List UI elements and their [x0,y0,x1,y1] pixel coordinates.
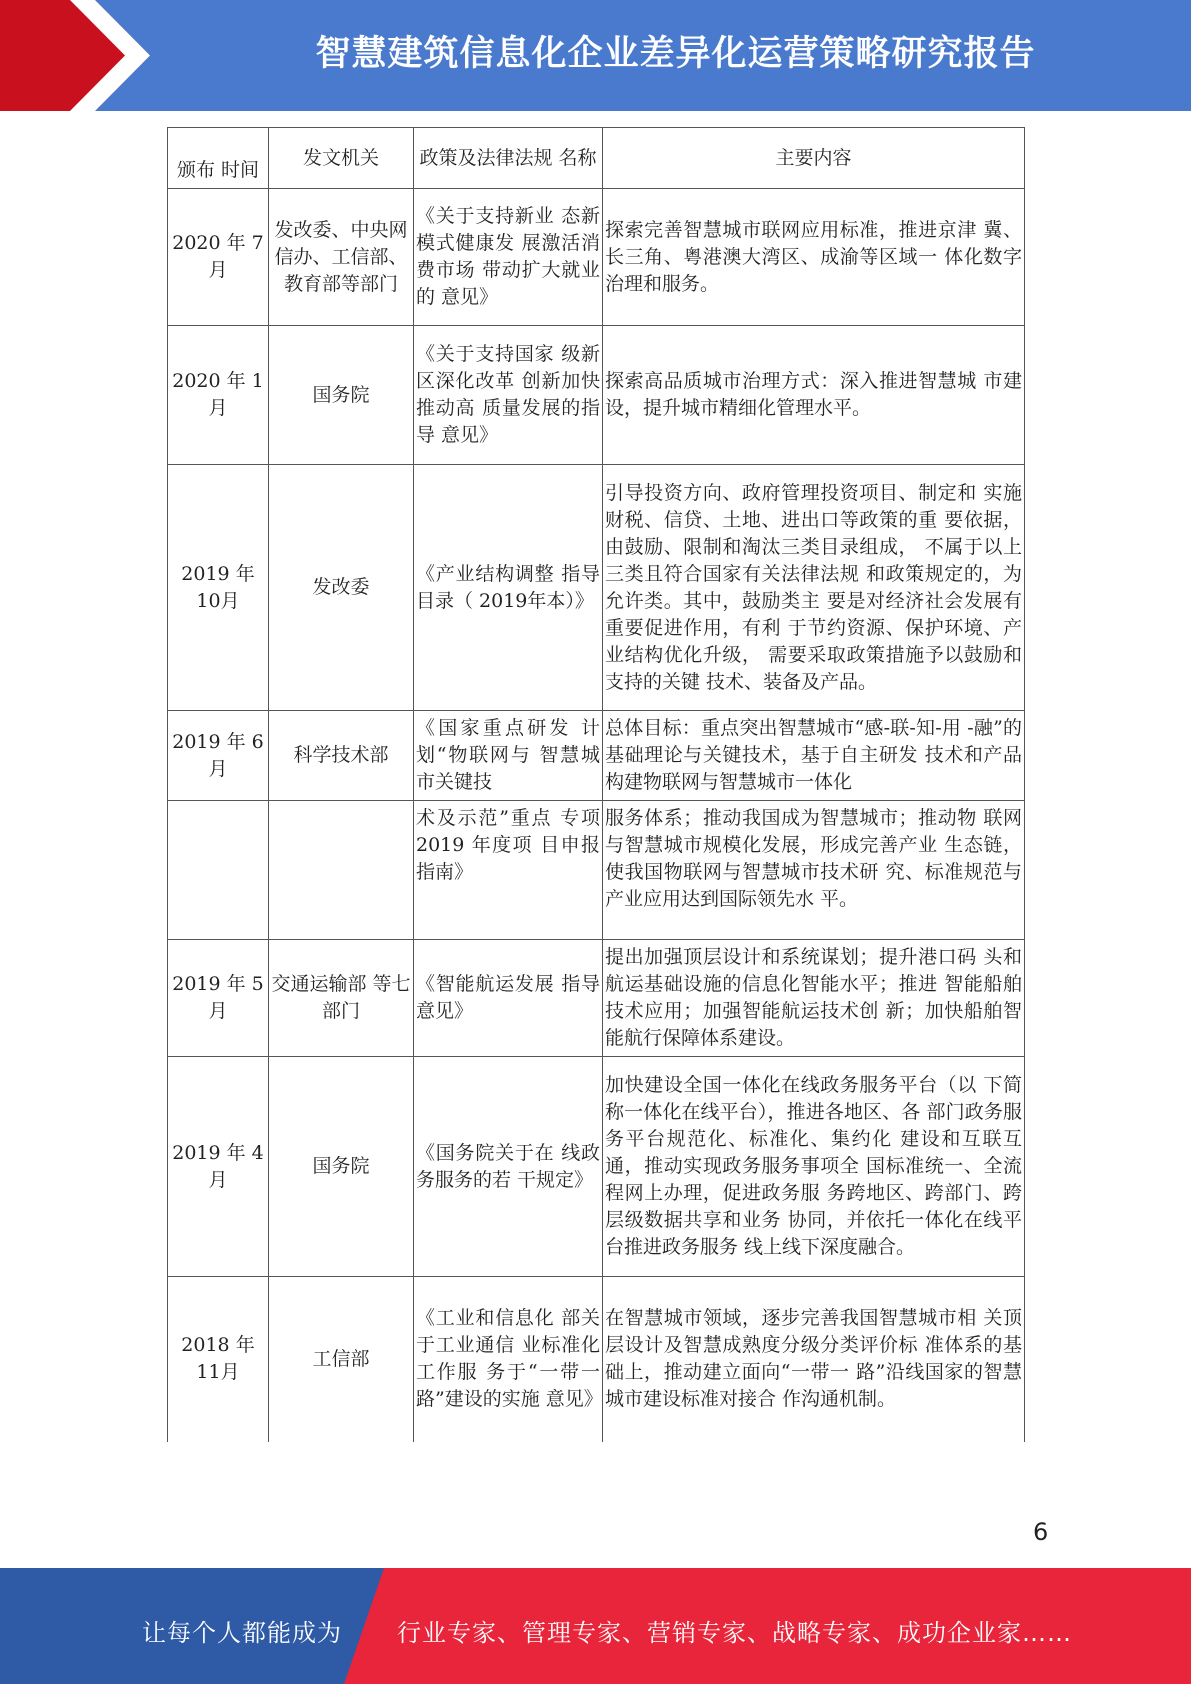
cell-time: 2019 年 4月 [168,1057,269,1277]
cell-content: 探索完善智慧城市联网应用标准，推进京津 冀、长三角、粤港澳大湾区、成渝等区域一 体化数字治理和服务。 [603,189,1025,326]
cell-content: 提出加强顶层设计和系统谋划；提升港口码 头和航运基础设施的信息化智能水平；推进 智能船舶技术应用；加强智能航运技术创 新；加快船舶智能航行保障体系建设。 [603,940,1025,1057]
footer-slogan-left: 让每个人都能成为 [142,1619,342,1647]
cell-content: 在智慧城市领域，逐步完善我国智慧城市相 关顶层设计及智慧成熟度分级分类评价标 准体系的基础上，推动建立面向“一带一 路”沿线国家的智慧城市建设标准对接合 作沟通机制。 [603,1277,1025,1442]
cell-agency [269,801,414,940]
cell-policy-name: 《产业结构调整 指导目录（ 2019年本）》 [414,465,603,711]
cell-time: 2020 年 7月 [168,189,269,326]
header-policy-name: 政策及法律法规 名称 [414,128,603,189]
cell-policy-name: 《关于支持国家 级新区深化改革 创新加快推动高 质量发展的指导 意见》 [414,326,603,465]
cell-time: 2019 年 10月 [168,465,269,711]
cell-time: 2020 年 1月 [168,326,269,465]
cell-content: 总体目标：重点突出智慧城市“感-联-知-用 -融”的基础理论与关键技术，基于自主研发 技术和产品构建物联网与智慧城市一体化 [603,711,1025,801]
cell-content: 探索高品质城市治理方式：深入推进智慧城 市建设，提升城市精细化管理水平。 [603,326,1025,465]
cell-agency: 交通运输部 等七部门 [269,940,414,1057]
cell-agency: 工信部 [269,1277,414,1442]
cell-content: 服务体系；推动我国成为智慧城市；推动物 联网与智慧城市规模化发展，形成完善产业 生态链，使我国物联网与智慧城市技术研 究、标准规范与产业应用达到国际领先水 平。 [603,801,1025,940]
cell-agency: 科学技术部 [269,711,414,801]
footer-slogan-right: 行业专家、管理专家、营销专家、战略专家、成功企业家…… [397,1619,1072,1647]
table-header-row [168,128,1025,189]
policy-table [167,127,1025,1442]
table-row [168,1057,1025,1277]
table-row [168,940,1025,1057]
cell-agency: 发改委 [269,465,414,711]
cell-policy-name: 《国务院关于在 线政务服务的若 干规定》 [414,1057,603,1277]
header-publish-time: 颁布 时间 [168,128,269,189]
table-row [168,465,1025,711]
cell-content: 引导投资方向、政府管理投资项目、制定和 实施财税、信贷、土地、进出口等政策的重 要依据，由鼓励、限制和淘汰三类目录组成， 不属于以上三类且符合国家有关法律法规 和政策规定的，为允许类。其中，鼓励类主 要是对经济社会发展有重要促进作用，有利 于节约资源、保护环境、产业结构优化升级， 需要采取政策措施予以鼓励和支持的关键 技术、装备及产品。 [603,465,1025,711]
table-row [168,801,1025,940]
table-row [168,1277,1025,1442]
table-row [168,711,1025,801]
cell-policy-name: 《关于支持新业 态新模式健康发 展激活消费市场 带动扩大就业的 意见》 [414,189,603,326]
cell-policy-name: 《智能航运发展 指导意见》 [414,940,603,1057]
cell-agency: 发改委、中央网信办、工信部、教育部等部门 [269,189,414,326]
page-number: 6 [1033,1518,1049,1546]
cell-time: 2019 年 6月 [168,711,269,801]
page-footer [0,1568,1191,1684]
cell-time: 2018 年 11月 [168,1277,269,1442]
header-chevron-decoration [0,0,160,111]
table-row [168,326,1025,465]
table-row [168,189,1025,326]
cell-policy-name: 术及示范”重点 专项 2019 年度项 目申报指南》 [414,801,603,940]
policy-table-container [167,127,1024,1442]
header-issuing-agency: 发文机关 [269,128,414,189]
cell-time [168,801,269,940]
report-title: 智慧建筑信息化企业差异化运营策略研究报告 [315,34,1036,74]
cell-policy-name: 《国家重点研发 计划“物联网与 智慧城市关键技 [414,711,603,801]
cell-agency: 国务院 [269,326,414,465]
cell-content: 加快建设全国一体化在线政务服务平台（以 下简称一体化在线平台），推进各地区、各 部门政务服务平台规范化、标准化、集约化 建设和互联互通，推动实现政务服务事项全 国标准统一、全流程网上办理，促进政务服 务跨地区、跨部门、跨层级数据共享和业务 协同，并依托一体化在线平台推进政务服务 线上线下深度融合。 [603,1057,1025,1277]
header-main-content: 主要内容 [603,128,1025,189]
cell-policy-name: 《工业和信息化 部关于工业通信 业标准化工作服 务于“一带一 路”建设的实施 意见》 [414,1277,603,1442]
cell-agency: 国务院 [269,1057,414,1277]
page-header [0,0,1191,111]
cell-time: 2019 年 5月 [168,940,269,1057]
